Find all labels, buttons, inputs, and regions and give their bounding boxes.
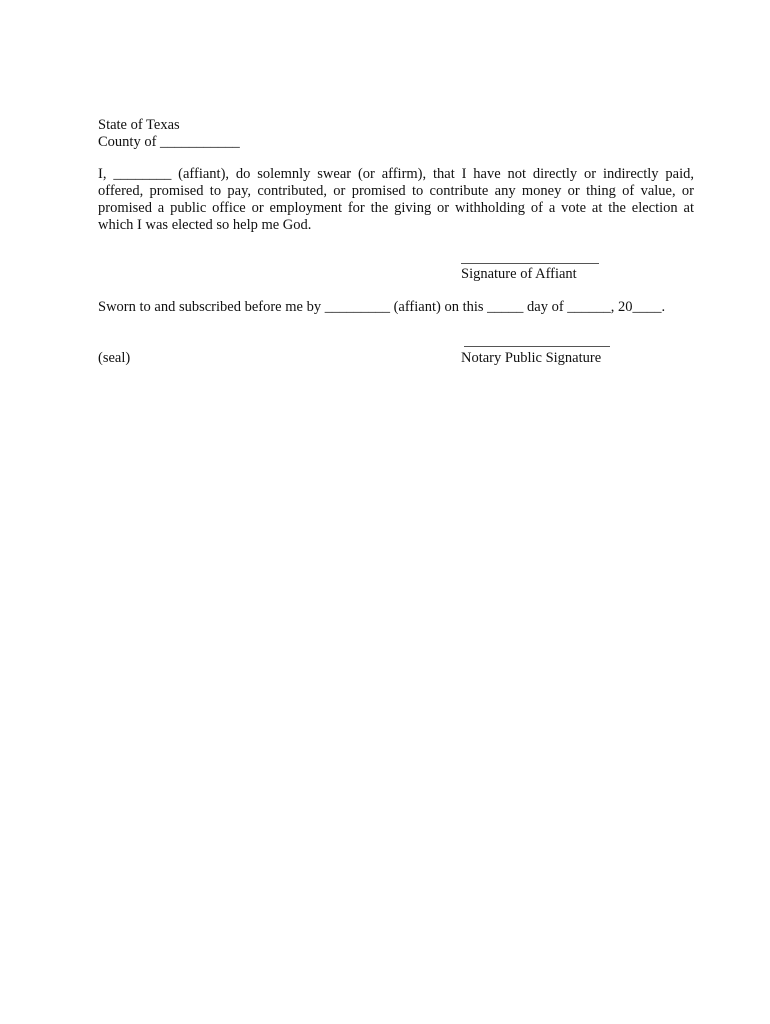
seal-label: (seal) [98,350,131,366]
notary-signature-line [464,346,610,347]
affiant-signature-line [461,263,599,264]
county-line: County of ___________ [98,134,240,150]
affiant-signature-label: Signature of Affiant [461,266,577,282]
state-line: State of Texas [98,117,180,133]
notary-signature-label: Notary Public Signature [461,350,602,366]
sworn-statement: Sworn to and subscribed before me by _________ (affiant) on this _____ day of ______, 20____. [98,299,666,315]
oath-paragraph: I, ________ (affiant), do solemnly swear (or affirm), that I have not directly or indirectly paid, offered, promised to pay, contributed, or promised to contribute any money or thing of value, or promised a public office or employment for the giving or withholding of a vote at the election at which I was elected so help me God. [98,166,694,233]
